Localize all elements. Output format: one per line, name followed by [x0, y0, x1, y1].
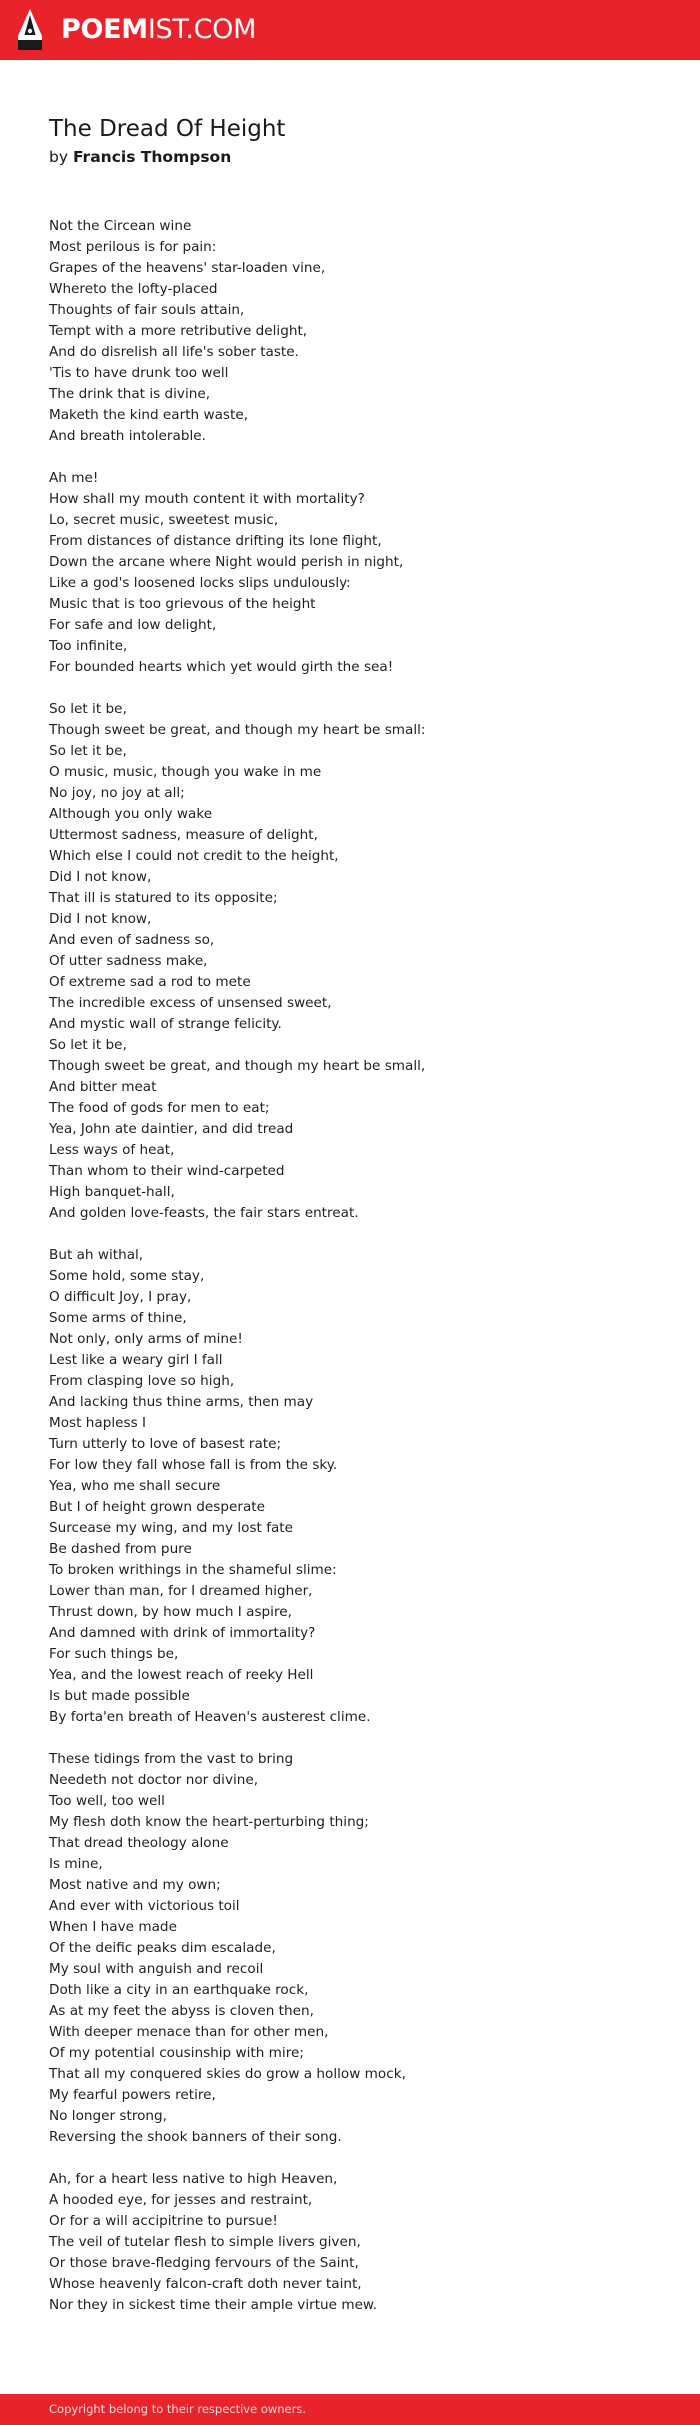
poem-line: My flesh doth know the heart-perturbing thing;	[49, 1814, 369, 1830]
poem-line: A hooded eye, for jesses and restraint,	[49, 2192, 313, 2208]
site-logo-text[interactable]	[61, 13, 256, 47]
poem-body	[49, 216, 669, 2316]
stanza-gap	[49, 1224, 669, 1245]
poem-line: Lower than man, for I dreamed higher,	[49, 1583, 313, 1599]
poem-line: Of my potential cousinship with mire;	[49, 2045, 304, 2061]
poem-line: But ah withal,	[49, 1247, 144, 1263]
stanza-gap	[49, 1728, 669, 1749]
poem-line: Though sweet be great, and though my heart be small:	[49, 722, 426, 738]
poem-line: Or for a will accipitrine to pursue!	[49, 2213, 278, 2229]
poem-line: And damned with drink of immortality?	[49, 1625, 316, 1641]
poem-line: Needeth not doctor nor divine,	[49, 1772, 259, 1788]
poem-line: That dread theology alone	[49, 1835, 229, 1851]
poem-line: Did I not know,	[49, 869, 152, 885]
poem-line: Of utter sadness make,	[49, 953, 208, 969]
poem-line: Whereto the lofty-placed	[49, 281, 218, 297]
poem-line: Most perilous is for pain:	[49, 239, 217, 255]
poem-line: Music that is too grievous of the height	[49, 596, 316, 612]
poem-line: Maketh the kind earth waste,	[49, 407, 249, 423]
poem-line: The drink that is divine,	[49, 386, 211, 402]
stanza	[49, 1749, 669, 2148]
author-name: Francis Thompson	[72, 148, 232, 166]
poem-line: Grapes of the heavens' star-loaden vine,	[49, 260, 326, 276]
poem-line: Some arms of thine,	[49, 1310, 187, 1326]
stanza	[49, 699, 669, 1224]
poem-line: Yea, and the lowest reach of reeky Hell	[49, 1667, 314, 1683]
poem-line: Thrust down, by how much I aspire,	[49, 1604, 292, 1620]
poem-line: Like a god's loosened locks slips undulously:	[49, 575, 351, 591]
poem-line: For safe and low delight,	[49, 617, 217, 633]
poem-line: My fearful powers retire,	[49, 2087, 216, 2103]
poem-line: Though sweet be great, and though my heart be small,	[49, 1058, 426, 1074]
poem-line: Uttermost sadness, measure of delight,	[49, 827, 318, 843]
poem-line: With deeper menace than for other men,	[49, 2024, 329, 2040]
poem-line: And ever with victorious toil	[49, 1898, 240, 1914]
poem-line: Most native and my own;	[49, 1877, 221, 1893]
stanza	[49, 1245, 669, 1728]
poem-line: Some hold, some stay,	[49, 1268, 205, 1284]
byline	[49, 147, 231, 167]
poem-line: My soul with anguish and recoil	[49, 1961, 264, 1977]
brand-bold: POEM	[61, 14, 148, 45]
poem-line: Down the arcane where Night would perish in night,	[49, 554, 404, 570]
by-label: by	[49, 148, 69, 166]
poem-line: Although you only wake	[49, 806, 213, 822]
poem-line: For bounded hearts which yet would girth the sea!	[49, 659, 394, 675]
stanza	[49, 216, 669, 447]
poem-line: For such things be,	[49, 1646, 179, 1662]
site-header	[0, 0, 700, 60]
poem-line: That all my conquered skies do grow a hollow mock,	[49, 2066, 406, 2082]
poem-line: When I have made	[49, 1919, 177, 1935]
poem-line: So let it be,	[49, 743, 127, 759]
poem-line: Whose heavenly falcon-craft doth never taint,	[49, 2276, 362, 2292]
poem-line: Lo, secret music, sweetest music,	[49, 512, 279, 528]
poem-line: Not the Circean wine	[49, 218, 192, 234]
poem-line: Or those brave-fledging fervours of the Saint,	[49, 2255, 359, 2271]
poem-line: Is but made possible	[49, 1688, 190, 1704]
poem-line: Is mine,	[49, 1856, 103, 1872]
poem-line: No longer strong,	[49, 2108, 168, 2124]
poem-line: Thoughts of fair souls attain,	[49, 302, 245, 318]
poem-line: And lacking thus thine arms, then may	[49, 1394, 314, 1410]
poem-line: Too infinite,	[49, 638, 128, 654]
poem-line: By forta'en breath of Heaven's austerest clime.	[49, 1709, 371, 1725]
poem-line: Turn utterly to love of basest rate;	[49, 1436, 282, 1452]
poem-line: O difficult Joy, I pray,	[49, 1289, 192, 1305]
brand-rest: IST.COM	[147, 14, 257, 45]
poem-line: Of the deific peaks dim escalade,	[49, 1940, 276, 1956]
poem-line: The veil of tutelar flesh to simple livers given,	[49, 2234, 361, 2250]
pen-nib-icon[interactable]	[16, 9, 44, 50]
site-footer	[0, 2394, 700, 2425]
poem-line: Which else I could not credit to the height,	[49, 848, 339, 864]
poem-line: Yea, John ate daintier, and did tread	[49, 1121, 294, 1137]
poem-line: As at my feet the abyss is cloven then,	[49, 2003, 314, 2019]
poem-line: Ah me!	[49, 470, 99, 486]
poem-line: Reversing the shook banners of their song.	[49, 2129, 342, 2145]
poem-line: And mystic wall of strange felicity.	[49, 1016, 282, 1032]
poem-line: No joy, no joy at all;	[49, 785, 185, 801]
poem-line: Surcease my wing, and my lost fate	[49, 1520, 293, 1536]
stanza-gap	[49, 2148, 669, 2169]
poem-line: Of extreme sad a rod to mete	[49, 974, 251, 990]
poem-line: The food of gods for men to eat;	[49, 1100, 270, 1116]
poem-line: So let it be,	[49, 1037, 127, 1053]
poem-line: Doth like a city in an earthquake rock,	[49, 1982, 309, 1998]
poem-line: And breath intolerable.	[49, 428, 206, 444]
poem-line: Less ways of heat,	[49, 1142, 175, 1158]
poem-line: And bitter meat	[49, 1079, 157, 1095]
poem-title: The Dread Of Height	[49, 116, 286, 142]
poem-line: Yea, who me shall secure	[49, 1478, 221, 1494]
poem-line: These tidings from the vast to bring	[49, 1751, 294, 1767]
copyright-text: Copyright belong to their respective owners.	[49, 2402, 307, 2416]
poem-line: O music, music, though you wake in me	[49, 764, 322, 780]
poem-line: That ill is statured to its opposite;	[49, 890, 278, 906]
stanza-gap	[49, 678, 669, 699]
poem-line: Not only, only arms of mine!	[49, 1331, 243, 1347]
poem-line: And golden love-feasts, the fair stars entreat.	[49, 1205, 359, 1221]
poem-line: Too well, too well	[49, 1793, 165, 1809]
poem-line: High banquet-hall,	[49, 1184, 175, 1200]
poem-line: 'Tis to have drunk too well	[49, 365, 229, 381]
poem-line: Most hapless I	[49, 1415, 146, 1431]
poem-line: For low they fall whose fall is from the sky.	[49, 1457, 338, 1473]
poem-line: Did I not know,	[49, 911, 152, 927]
poem-line: Tempt with a more retributive delight,	[49, 323, 308, 339]
stanza	[49, 468, 669, 678]
stanza-gap	[49, 447, 669, 468]
poem-line: Lest like a weary girl I fall	[49, 1352, 223, 1368]
poem-line: Ah, for a heart less native to high Heaven,	[49, 2171, 338, 2187]
poem-line: And do disrelish all life's sober taste.	[49, 344, 299, 360]
poem-line: Nor they in sickest time their ample virtue mew.	[49, 2297, 378, 2313]
poem-line: So let it be,	[49, 701, 127, 717]
poem-line: The incredible excess of unsensed sweet,	[49, 995, 332, 1011]
poem-line: From distances of distance drifting its lone flight,	[49, 533, 382, 549]
poem-line: How shall my mouth content it with mortality?	[49, 491, 365, 507]
poem-line: From clasping love so high,	[49, 1373, 235, 1389]
poem-line: Be dashed from pure	[49, 1541, 192, 1557]
poem-line: To broken writhings in the shameful slime:	[49, 1562, 337, 1578]
stanza	[49, 2169, 669, 2316]
poem-line: Than whom to their wind-carpeted	[49, 1163, 285, 1179]
poem-line: But I of height grown desperate	[49, 1499, 265, 1515]
poem-line: And even of sadness so,	[49, 932, 215, 948]
